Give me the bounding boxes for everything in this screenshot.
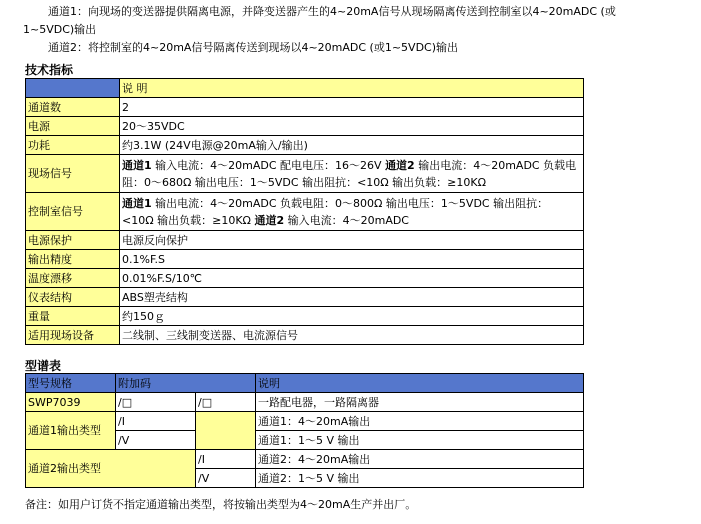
model-section-title: 型谱表 bbox=[25, 359, 62, 373]
spec-label: 重量 bbox=[26, 307, 120, 326]
channel1-tag: 通道1 bbox=[122, 196, 152, 210]
spec-value: 二线制、三线制变送器、电流源信号 bbox=[120, 326, 584, 345]
spec-label: 仪表结构 bbox=[26, 288, 120, 307]
spec-value: 0.01%F.S/10℃ bbox=[120, 269, 584, 288]
channel1-spec: 输出电流：4～20mADC 负载电阻：0～800Ω 输出电压：1～5VDC 输出阻抗： bbox=[151, 196, 549, 210]
channel2-tag: 通道2 bbox=[254, 213, 285, 227]
spec-value-control-signal bbox=[120, 193, 584, 231]
spec-value: 0.1%F.S bbox=[120, 250, 584, 269]
channel2-code-voltage: /V bbox=[196, 469, 256, 488]
spec-table bbox=[25, 78, 584, 345]
spec-label: 电源 bbox=[26, 117, 120, 136]
intro-line-3: 通道2：将控制室的4~20mA信号隔离传送到现场以4~20mADC (或1~5VDC)输出 bbox=[48, 41, 459, 54]
spec-label: 现场信号 bbox=[26, 155, 120, 193]
model-code: SWP7039 bbox=[26, 393, 116, 412]
channel1-tag: 通道1 bbox=[122, 158, 152, 172]
channel1-code-voltage: /V bbox=[116, 431, 196, 450]
channel2-output-type-label: 通道2输出类型 bbox=[26, 450, 196, 488]
spec-label: 输出精度 bbox=[26, 250, 120, 269]
spec-label: 功耗 bbox=[26, 136, 120, 155]
model-header-desc: 说明 bbox=[256, 374, 584, 393]
spec-label: 电源保护 bbox=[26, 231, 120, 250]
channel1-output-type-label: 通道1输出类型 bbox=[26, 412, 116, 450]
spec-label: 适用现场设备 bbox=[26, 326, 120, 345]
channel1-desc-voltage: 通道1：1～5 V 输出 bbox=[256, 431, 584, 450]
channel2-tag: 通道2 bbox=[385, 158, 415, 172]
spec-value: 约150ｇ bbox=[120, 307, 584, 326]
model-header-addon: 附加码 bbox=[116, 374, 256, 393]
channel2-desc-voltage: 通道2：1～5 V 输出 bbox=[256, 469, 584, 488]
spec-label: 温度漂移 bbox=[26, 269, 120, 288]
spec-section-title: 技术指标 bbox=[25, 63, 74, 77]
channel1-desc-current: 通道1：4～20mA输出 bbox=[256, 412, 584, 431]
spec-label: 通道数 bbox=[26, 98, 120, 117]
spec-header-blank bbox=[26, 79, 120, 98]
spec-header-desc: 说 明 bbox=[120, 79, 584, 98]
note: 备注：如用户订货不指定通道输出类型，将按输出类型为4～20mA生产并出厂。 bbox=[25, 498, 417, 511]
addon-code-1: /□ bbox=[116, 393, 196, 412]
spec-value-field-signal bbox=[120, 155, 584, 193]
channel2-spec: 输出电流：4～20mADC 负载电 bbox=[414, 158, 577, 172]
channel1-code-current: /I bbox=[116, 412, 196, 431]
spec-value: 约3.1W (24V电源@20mA输入/输出) bbox=[120, 136, 584, 155]
intro-line-1: 通道1：向现场的变送器提供隔离电源，并降变送器产生的4~20mA信号从现场隔离传送到控制室以4~20mADC (或 bbox=[48, 5, 616, 18]
channel2-spec: 输入电流：4～20mADC bbox=[284, 213, 409, 227]
channel2-code-current: /I bbox=[196, 450, 256, 469]
control-signal-line2: <10Ω 输出负载：≥10KΩ bbox=[122, 213, 255, 227]
model-desc: 一路配电器，一路隔离器 bbox=[256, 393, 584, 412]
spec-value: ABS塑壳结构 bbox=[120, 288, 584, 307]
model-header-model: 型号规格 bbox=[26, 374, 116, 393]
spec-value: 电源反向保护 bbox=[120, 231, 584, 250]
channel2-desc-current: 通道2：4～20mA输出 bbox=[256, 450, 584, 469]
spec-value: 20～35VDC bbox=[120, 117, 584, 136]
channel1-blank bbox=[196, 412, 256, 450]
field-signal-line2: 阻：0～680Ω 输出电压：1～5VDC 输出阻抗：<10Ω 输出负载：≥10KΩ bbox=[122, 175, 487, 189]
addon-code-2: /□ bbox=[196, 393, 256, 412]
spec-label: 控制室信号 bbox=[26, 193, 120, 231]
model-table bbox=[25, 373, 584, 488]
channel1-spec: 输入电流：4～20mADC 配电电压：16～26V bbox=[151, 158, 386, 172]
spec-value: 2 bbox=[120, 98, 584, 117]
intro-line-2: 1~5VDC)输出 bbox=[23, 23, 97, 36]
